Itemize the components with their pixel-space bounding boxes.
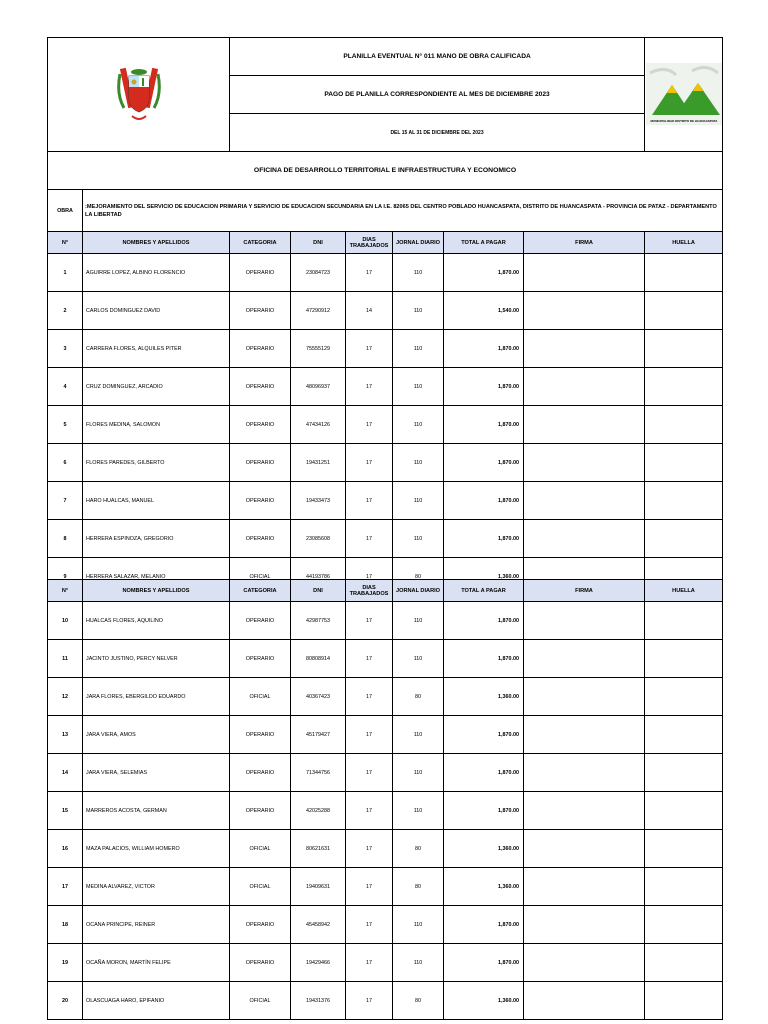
signature-cell[interactable] bbox=[524, 792, 645, 830]
worker-name: HERRERA SALAZAR, MELANIO bbox=[83, 558, 230, 596]
col-header-name: NOMBRES Y APELLIDOS bbox=[83, 580, 230, 602]
fingerprint-cell[interactable] bbox=[645, 906, 723, 944]
total-pay: 1,360.00 bbox=[444, 558, 524, 596]
rows-page-1 bbox=[48, 254, 723, 596]
row-number: 9 bbox=[48, 558, 83, 596]
signature-cell[interactable] bbox=[524, 444, 645, 482]
days-worked: 17 bbox=[346, 368, 393, 406]
daily-wage: 80 bbox=[393, 982, 444, 1020]
payroll-title: PLANILLA EVENTUAL N° 011 MANO DE OBRA CALIFICADA bbox=[230, 38, 645, 76]
worker-category: OFICIAL bbox=[230, 868, 291, 906]
worker-category: OPERARIO bbox=[230, 406, 291, 444]
daily-wage: 110 bbox=[393, 482, 444, 520]
row-number: 5 bbox=[48, 406, 83, 444]
worker-category: OPERARIO bbox=[230, 482, 291, 520]
payroll-table-page-2 bbox=[47, 579, 723, 1020]
total-pay: 1,870.00 bbox=[444, 792, 524, 830]
signature-cell[interactable] bbox=[524, 944, 645, 982]
municipality-caption: MUNICIPALIDAD DISTRITO DE HUANCASPATA bbox=[650, 118, 718, 123]
col-header-days: DIAS TRABAJADOS bbox=[346, 580, 393, 602]
daily-wage: 80 bbox=[393, 558, 444, 596]
fingerprint-cell[interactable] bbox=[645, 254, 723, 292]
col-header-category: CATEGORIA bbox=[230, 232, 291, 254]
row-number: 12 bbox=[48, 678, 83, 716]
worker-dni: 75555129 bbox=[291, 330, 346, 368]
worker-name: AGUIRRE LOPEZ, ALBINO FLORENCIO bbox=[83, 254, 230, 292]
daily-wage: 110 bbox=[393, 406, 444, 444]
daily-wage: 110 bbox=[393, 716, 444, 754]
office-name: OFICINA DE DESARROLLO TERRITORIAL E INFRAESTRUCTURA Y ECONOMICO bbox=[48, 152, 723, 190]
row-number: 10 bbox=[48, 602, 83, 640]
days-worked: 14 bbox=[346, 292, 393, 330]
table-row bbox=[48, 482, 723, 520]
col-header-num: N° bbox=[48, 232, 83, 254]
fingerprint-cell[interactable] bbox=[645, 602, 723, 640]
worker-category: OPERARIO bbox=[230, 368, 291, 406]
table-row bbox=[48, 640, 723, 678]
signature-cell[interactable] bbox=[524, 254, 645, 292]
worker-dni: 19429466 bbox=[291, 944, 346, 982]
daily-wage: 110 bbox=[393, 292, 444, 330]
signature-cell[interactable] bbox=[524, 754, 645, 792]
days-worked: 17 bbox=[346, 906, 393, 944]
table-row bbox=[48, 254, 723, 292]
worker-name: MEDINA ALVAREZ, VICTOR bbox=[83, 868, 230, 906]
col-header-signature: FIRMA bbox=[524, 232, 645, 254]
row-number: 1 bbox=[48, 254, 83, 292]
worker-category: OPERARIO bbox=[230, 602, 291, 640]
signature-cell[interactable] bbox=[524, 292, 645, 330]
worker-name: CARRERA FLORES, ALQUILES PITER bbox=[83, 330, 230, 368]
worker-name: FLORES MEDINA, SALOMON bbox=[83, 406, 230, 444]
daily-wage: 110 bbox=[393, 944, 444, 982]
row-number: 4 bbox=[48, 368, 83, 406]
col-header-num: N° bbox=[48, 580, 83, 602]
col-header-fingerprint: HUELLA bbox=[645, 580, 723, 602]
worker-name: JARA VIERA, AMOS bbox=[83, 716, 230, 754]
days-worked: 17 bbox=[346, 678, 393, 716]
col-header-dni: DNI bbox=[291, 580, 346, 602]
total-pay: 1,870.00 bbox=[444, 330, 524, 368]
daily-wage: 110 bbox=[393, 640, 444, 678]
days-worked: 17 bbox=[346, 330, 393, 368]
daily-wage: 80 bbox=[393, 868, 444, 906]
obra-label: OBRA bbox=[48, 190, 83, 232]
signature-cell[interactable] bbox=[524, 678, 645, 716]
daily-wage: 80 bbox=[393, 678, 444, 716]
worker-name: OCANA PRINCIPE, REINER bbox=[83, 906, 230, 944]
fingerprint-cell[interactable] bbox=[645, 406, 723, 444]
row-number: 17 bbox=[48, 868, 83, 906]
worker-dni: 47434126 bbox=[291, 406, 346, 444]
daily-wage: 110 bbox=[393, 754, 444, 792]
table-row bbox=[48, 292, 723, 330]
worker-name: MARREROS ACOSTA, GERMAN bbox=[83, 792, 230, 830]
mountains-logo-icon bbox=[646, 63, 722, 125]
signature-cell[interactable] bbox=[524, 830, 645, 868]
signature-cell[interactable] bbox=[524, 406, 645, 444]
daily-wage: 110 bbox=[393, 906, 444, 944]
days-worked: 17 bbox=[346, 792, 393, 830]
col-header-dni: DNI bbox=[291, 232, 346, 254]
days-worked: 17 bbox=[346, 482, 393, 520]
total-pay: 1,870.00 bbox=[444, 520, 524, 558]
total-pay: 1,360.00 bbox=[444, 830, 524, 868]
total-pay: 1,360.00 bbox=[444, 982, 524, 1020]
worker-category: OPERARIO bbox=[230, 944, 291, 982]
table-row bbox=[48, 982, 723, 1020]
fingerprint-cell[interactable] bbox=[645, 482, 723, 520]
daily-wage: 110 bbox=[393, 330, 444, 368]
table-row bbox=[48, 520, 723, 558]
worker-name: CARLOS DOMINGUEZ DAVID bbox=[83, 292, 230, 330]
col-header-category: CATEGORIA bbox=[230, 580, 291, 602]
row-number: 13 bbox=[48, 716, 83, 754]
signature-cell[interactable] bbox=[524, 640, 645, 678]
table-row bbox=[48, 868, 723, 906]
row-number: 7 bbox=[48, 482, 83, 520]
signature-cell[interactable] bbox=[524, 716, 645, 754]
row-number: 15 bbox=[48, 792, 83, 830]
fingerprint-cell[interactable] bbox=[645, 792, 723, 830]
days-worked: 17 bbox=[346, 982, 393, 1020]
total-pay: 1,360.00 bbox=[444, 678, 524, 716]
days-worked: 17 bbox=[346, 602, 393, 640]
daily-wage: 110 bbox=[393, 254, 444, 292]
col-header-total: TOTAL A PAGAR bbox=[444, 232, 524, 254]
fingerprint-cell[interactable] bbox=[645, 292, 723, 330]
payroll-period: DEL 15 AL 31 DE DICIEMBRE DEL 2023 bbox=[230, 114, 645, 152]
worker-dni: 23084723 bbox=[291, 254, 346, 292]
worker-category: OPERARIO bbox=[230, 906, 291, 944]
row-number: 20 bbox=[48, 982, 83, 1020]
total-pay: 1,870.00 bbox=[444, 368, 524, 406]
worker-dni: 80621631 bbox=[291, 830, 346, 868]
worker-category: OPERARIO bbox=[230, 754, 291, 792]
worker-dni: 48096937 bbox=[291, 368, 346, 406]
coat-of-arms-icon bbox=[116, 64, 162, 124]
worker-dni: 19433473 bbox=[291, 482, 346, 520]
signature-cell[interactable] bbox=[524, 602, 645, 640]
row-number: 19 bbox=[48, 944, 83, 982]
worker-dni: 42025288 bbox=[291, 792, 346, 830]
row-number: 14 bbox=[48, 754, 83, 792]
col-header-signature: FIRMA bbox=[524, 580, 645, 602]
days-worked: 17 bbox=[346, 868, 393, 906]
worker-name: JARA VIERA, SELEMIAS bbox=[83, 754, 230, 792]
daily-wage: 110 bbox=[393, 792, 444, 830]
worker-name: OCAÑA MORON, MARTÍN FELIPE bbox=[83, 944, 230, 982]
total-pay: 1,360.00 bbox=[444, 868, 524, 906]
row-number: 16 bbox=[48, 830, 83, 868]
col-header-daily: JORNAL DIARIO bbox=[393, 232, 444, 254]
table-row bbox=[48, 406, 723, 444]
days-worked: 17 bbox=[346, 444, 393, 482]
row-number: 11 bbox=[48, 640, 83, 678]
row-number: 8 bbox=[48, 520, 83, 558]
signature-cell[interactable] bbox=[524, 906, 645, 944]
fingerprint-cell[interactable] bbox=[645, 716, 723, 754]
worker-category: OPERARIO bbox=[230, 520, 291, 558]
worker-category: OFICIAL bbox=[230, 830, 291, 868]
signature-cell[interactable] bbox=[524, 520, 645, 558]
signature-cell[interactable] bbox=[524, 368, 645, 406]
table-row bbox=[48, 368, 723, 406]
days-worked: 17 bbox=[346, 254, 393, 292]
obra-description: :MEJORAMIENTO DEL SERVICIO DE EDUCACION PRIMARIA Y SERVICIO DE EDUCACION SECUNDARIA EN LA I.E. 82065 DEL CENTRO POBLADO HUANCASPATA, DISTRITO DE HUANCASPATA - PROVINCIA DE PATAZ - DEPARTAMENTO LA LIBERTAD bbox=[83, 190, 723, 232]
worker-name: MAZA PALACIOS, WILLIAM HOMERO bbox=[83, 830, 230, 868]
worker-dni: 42987753 bbox=[291, 602, 346, 640]
worker-dni: 71344756 bbox=[291, 754, 346, 792]
worker-name: HARO HUALCAS, MANUEL bbox=[83, 482, 230, 520]
payroll-table-page-1 bbox=[47, 37, 723, 596]
signature-cell[interactable] bbox=[524, 868, 645, 906]
fingerprint-cell[interactable] bbox=[645, 830, 723, 868]
row-number: 6 bbox=[48, 444, 83, 482]
total-pay: 1,870.00 bbox=[444, 482, 524, 520]
worker-name: CRUZ DOMINGUEZ, ARCADIO bbox=[83, 368, 230, 406]
worker-dni: 47290912 bbox=[291, 292, 346, 330]
fingerprint-cell[interactable] bbox=[645, 640, 723, 678]
fingerprint-cell[interactable] bbox=[645, 944, 723, 982]
table-row bbox=[48, 678, 723, 716]
worker-category: OPERARIO bbox=[230, 292, 291, 330]
col-header-days: DIAS TRABAJADOS bbox=[346, 232, 393, 254]
daily-wage: 110 bbox=[393, 368, 444, 406]
worker-category: OFICIAL bbox=[230, 982, 291, 1020]
worker-name: HERRERA ESPINOZA, GREGORIO bbox=[83, 520, 230, 558]
fingerprint-cell[interactable] bbox=[645, 520, 723, 558]
worker-name: OLASCUAGA HARO, EPIFANIO bbox=[83, 982, 230, 1020]
daily-wage: 110 bbox=[393, 520, 444, 558]
worker-category: OPERARIO bbox=[230, 640, 291, 678]
days-worked: 17 bbox=[346, 830, 393, 868]
days-worked: 17 bbox=[346, 944, 393, 982]
table-row bbox=[48, 754, 723, 792]
fingerprint-cell[interactable] bbox=[645, 868, 723, 906]
fingerprint-cell[interactable] bbox=[645, 678, 723, 716]
worker-dni: 19431376 bbox=[291, 982, 346, 1020]
worker-name: FLORES PAREDES, GILBERTO bbox=[83, 444, 230, 482]
days-worked: 17 bbox=[346, 558, 393, 596]
worker-dni: 23085608 bbox=[291, 520, 346, 558]
peru-coat-of-arms-logo bbox=[48, 38, 230, 152]
daily-wage: 110 bbox=[393, 444, 444, 482]
signature-cell[interactable] bbox=[524, 482, 645, 520]
table-row bbox=[48, 830, 723, 868]
worker-name: JARA FLORES, EBERGILDO EDUARDO bbox=[83, 678, 230, 716]
worker-dni: 80808914 bbox=[291, 640, 346, 678]
col-header-daily: JORNAL DIARIO bbox=[393, 580, 444, 602]
fingerprint-cell[interactable] bbox=[645, 982, 723, 1020]
table-row bbox=[48, 792, 723, 830]
municipality-logo bbox=[645, 38, 723, 152]
daily-wage: 80 bbox=[393, 830, 444, 868]
worker-dni: 44193786 bbox=[291, 558, 346, 596]
worker-dni: 40367423 bbox=[291, 678, 346, 716]
worker-category: OPERARIO bbox=[230, 330, 291, 368]
total-pay: 1,870.00 bbox=[444, 602, 524, 640]
worker-dni: 45458942 bbox=[291, 906, 346, 944]
worker-category: OPERARIO bbox=[230, 254, 291, 292]
col-header-fingerprint: HUELLA bbox=[645, 232, 723, 254]
table-row bbox=[48, 602, 723, 640]
total-pay: 1,870.00 bbox=[444, 406, 524, 444]
signature-cell[interactable] bbox=[524, 982, 645, 1020]
payroll-subtitle: PAGO DE PLANILLA CORRESPONDIENTE AL MES DE DICIEMBRE 2023 bbox=[230, 76, 645, 114]
row-number: 18 bbox=[48, 906, 83, 944]
days-worked: 17 bbox=[346, 520, 393, 558]
table-row bbox=[48, 330, 723, 368]
worker-dni: 45179427 bbox=[291, 716, 346, 754]
worker-category: OPERARIO bbox=[230, 792, 291, 830]
daily-wage: 110 bbox=[393, 602, 444, 640]
rows-page-2 bbox=[48, 602, 723, 1020]
worker-category: OPERARIO bbox=[230, 444, 291, 482]
row-number: 3 bbox=[48, 330, 83, 368]
worker-name: JACINTO JUSTINO, PERCY NELVER bbox=[83, 640, 230, 678]
total-pay: 1,870.00 bbox=[444, 754, 524, 792]
days-worked: 17 bbox=[346, 406, 393, 444]
worker-dni: 19431251 bbox=[291, 444, 346, 482]
col-header-name: NOMBRES Y APELLIDOS bbox=[83, 232, 230, 254]
days-worked: 17 bbox=[346, 640, 393, 678]
total-pay: 1,870.00 bbox=[444, 944, 524, 982]
fingerprint-cell[interactable] bbox=[645, 368, 723, 406]
days-worked: 17 bbox=[346, 716, 393, 754]
worker-name: HUALCAS FLORES, AQUILINO bbox=[83, 602, 230, 640]
table-row bbox=[48, 444, 723, 482]
col-header-total: TOTAL A PAGAR bbox=[444, 580, 524, 602]
row-number: 2 bbox=[48, 292, 83, 330]
total-pay: 1,870.00 bbox=[444, 444, 524, 482]
worker-dni: 19409631 bbox=[291, 868, 346, 906]
signature-cell[interactable] bbox=[524, 330, 645, 368]
table-row bbox=[48, 716, 723, 754]
fingerprint-cell[interactable] bbox=[645, 444, 723, 482]
worker-category: OPERARIO bbox=[230, 716, 291, 754]
fingerprint-cell[interactable] bbox=[645, 754, 723, 792]
worker-category: OFICIAL bbox=[230, 678, 291, 716]
worker-category: OFICIAL bbox=[230, 558, 291, 596]
total-pay: 1,870.00 bbox=[444, 716, 524, 754]
table-row bbox=[48, 944, 723, 982]
days-worked: 17 bbox=[346, 754, 393, 792]
fingerprint-cell[interactable] bbox=[645, 330, 723, 368]
total-pay: 1,870.00 bbox=[444, 640, 524, 678]
total-pay: 1,870.00 bbox=[444, 906, 524, 944]
total-pay: 1,870.00 bbox=[444, 254, 524, 292]
table-row bbox=[48, 906, 723, 944]
total-pay: 1,540.00 bbox=[444, 292, 524, 330]
